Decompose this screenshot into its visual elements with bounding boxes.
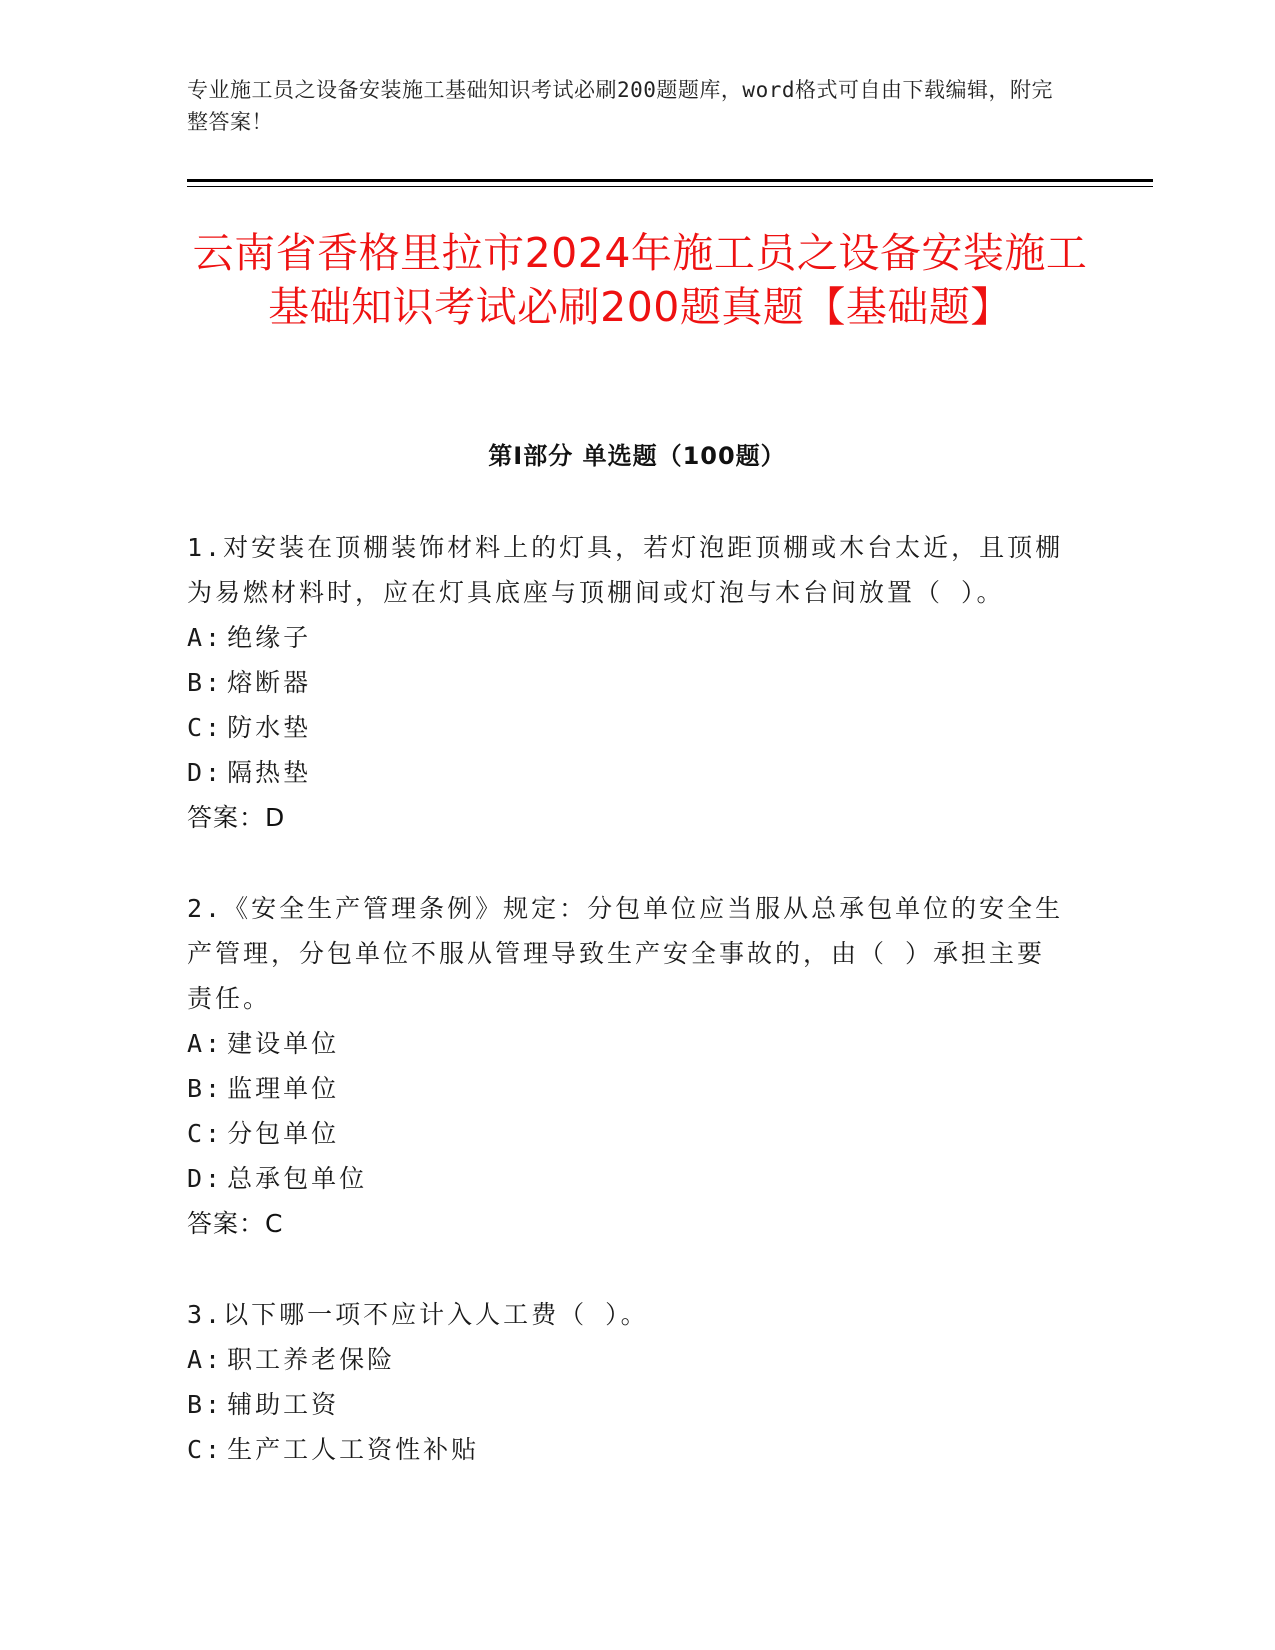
option-text: 隔热垫 [227, 758, 312, 787]
option-d [187, 1156, 1067, 1201]
section-title: 第Ⅰ部分 单选题（100题） [488, 442, 786, 470]
option-c [187, 1111, 1067, 1156]
option-b [187, 660, 1067, 705]
option-label: C: [187, 713, 224, 742]
question-3 [187, 1292, 1067, 1472]
option-text: 防水垫 [227, 713, 312, 742]
option-a [187, 1021, 1067, 1066]
option-a [187, 1337, 1067, 1382]
answer: 答案：C [187, 1209, 284, 1238]
answer: 答案：D [187, 803, 286, 832]
question-stem: 3.以下哪一项不应计入人工费（ ）。 [187, 1300, 649, 1329]
option-label: C: [187, 1119, 224, 1148]
option-text: 监理单位 [227, 1074, 340, 1103]
option-text: 职工养老保险 [227, 1345, 396, 1374]
option-a [187, 615, 1067, 660]
question-list [187, 525, 1067, 1518]
option-b [187, 1066, 1067, 1111]
option-label: B: [187, 1390, 224, 1419]
option-label: C: [187, 1435, 224, 1464]
document-title: 云南省香格里拉市2024年施工员之设备安装施工基础知识考试必刷200题真题【基础题】 [192, 229, 1088, 331]
option-label: D: [187, 758, 224, 787]
header-rule-thin [187, 186, 1153, 187]
option-label: A: [187, 623, 224, 652]
option-label: B: [187, 1074, 224, 1103]
option-text: 总承包单位 [227, 1164, 368, 1193]
option-text: 绝缘子 [227, 623, 312, 652]
option-text: 建设单位 [227, 1029, 340, 1058]
question-2 [187, 886, 1067, 1246]
option-label: D: [187, 1164, 224, 1193]
option-text: 分包单位 [227, 1119, 340, 1148]
header-rule-thick [187, 179, 1153, 182]
option-c [187, 1427, 1067, 1472]
option-label: B: [187, 668, 224, 697]
question-stem: 1.对安装在顶棚装饰材料上的灯具，若灯泡距顶棚或木台太近，且顶棚为易燃材料时，应在灯具底座与顶棚间或灯泡与木台间放置（ ）。 [187, 533, 1064, 607]
option-b [187, 1382, 1067, 1427]
option-text: 辅助工资 [227, 1390, 340, 1419]
option-text: 生产工人工资性补贴 [227, 1435, 480, 1464]
option-text: 熔断器 [227, 668, 312, 697]
option-d [187, 750, 1067, 795]
option-label: A: [187, 1029, 224, 1058]
option-label: A: [187, 1345, 224, 1374]
question-stem: 2.《安全生产管理条例》规定：分包单位应当服从总承包单位的安全生产管理，分包单位不服从管理导致生产安全事故的，由（ ）承担主要责任。 [187, 894, 1064, 1013]
option-c [187, 705, 1067, 750]
header-note: 专业施工员之设备安装施工基础知识考试必刷200题题库，word格式可自由下载编辑，附完整答案！ [187, 78, 1053, 134]
question-1 [187, 525, 1067, 840]
